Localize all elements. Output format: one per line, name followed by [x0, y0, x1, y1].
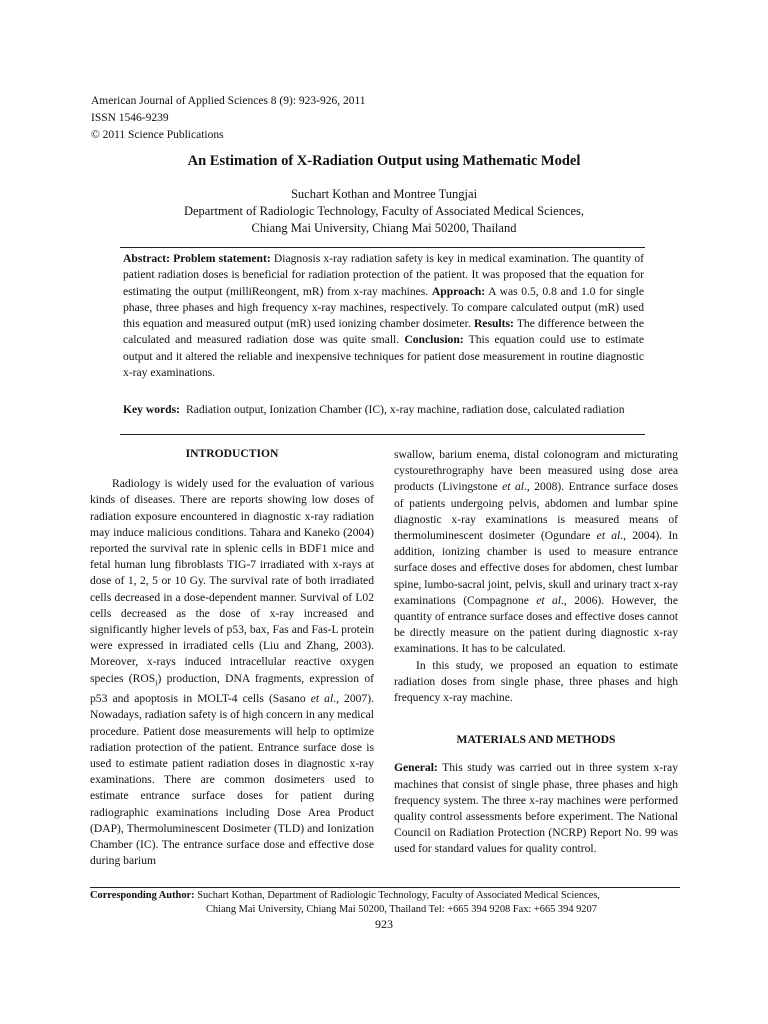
keywords-text: Radiation output, Ionization Chamber (IC), x-ray machine, radiation dose, calculated radiation: [186, 403, 625, 416]
journal-issn: ISSN 1546-9239: [91, 112, 169, 124]
methods-general-paragraph: [394, 760, 678, 857]
affiliation-line-1: Department of Radiologic Technology, Faculty of Associated Medical Sciences,: [183, 204, 585, 218]
affiliation-line-2: Chiang Mai University, Chiang Mai 50200, Thailand: [251, 221, 517, 235]
general-label: General:: [394, 761, 438, 775]
journal-citation: American Journal of Applied Sciences 8 (9): 923-926, 2011: [91, 95, 366, 107]
intro-text-b: ) production, DNA fragments, expression of p53 and apoptosis in MOLT-4 cells (Sasano: [90, 671, 374, 706]
keywords-bottom-rule: [120, 434, 645, 435]
approach-text: A was 0.5, 0.8 and 1.0 for single phase, three phases and high frequency x-ray machines, respectively. To compare calculated output (mR) used this equation and measured output (mR) used ionizing chamber dosimeter.: [123, 284, 645, 331]
intro-subscript: i: [155, 677, 158, 687]
author-names: Suchart Kothan and Montree Tungjai: [290, 187, 478, 201]
approach-label: Approach:: [431, 284, 486, 298]
right-column: [394, 447, 678, 858]
corresponding-author-label: Corresponding Author:: [90, 890, 195, 901]
results-label: Results:: [473, 317, 514, 331]
author-block: [0, 186, 768, 237]
intro-cont-d: ., 2006). However, the quantity of entrance surface doses and effective doses cannot be directly measure on the patient during diagnostic x-ray examinations. It has to be calculated.: [394, 593, 678, 656]
intro-text-a: Radiology is widely used for the evaluation of various kinds of diseases. There are reports showing low doses of radiation exposure encountered in diagnostic x-ray radiation may induce malicious conditions. Tahara and Kaneko (2004) reported the survival rate in splenic cells in BDF1 mice and fetal human lung fibroblasts TIG-7 irradiated with x-rays at dose of 1, 2, 5 or 10 Gy. The survival rate of both irradiated cells decreased in a dose-dependent manner. Survival of L02 cells decreased as the dose of x-ray increased and significantly higher levels of p53, bax, Fas and Fas-L protein were expressed in irradiated cells (Liu and Zhang, 2003). Moreover, x-rays induced intracellular reactive oxygen species (ROS: [90, 477, 374, 685]
journal-info: [91, 93, 366, 144]
intro-cont-etal-3: et al: [536, 593, 562, 607]
corresponding-author-text-1: Suchart Kothan, Department of Radiologic Technology, Faculty of Associated Medical Sciences,: [194, 890, 600, 901]
general-text: This study was carried out in three system x-ray machines that consist of single phase, three phases and high frequency system. The three x-ray machines were performed quality control assessments before experiment. The National Council on Radiation Protection (NCRP) Report No. 99 was used for standard values for quality control.: [394, 761, 678, 856]
problem-statement-text: Diagnosis x-ray radiation safety is key in medical examination. The quantity of patient radiation doses is beneficial for radiation protection of the patient. It was proposed that the equation for estimating the output (milliReongent, mR) from x-ray machines.: [123, 252, 644, 298]
intro-paragraph-2: In this study, we proposed an equation to estimate radiation doses from single phase, three phases and high frequency x-ray machine.: [394, 658, 678, 705]
intro-cont-etal-1: et al: [502, 480, 524, 494]
corresponding-author: [90, 889, 680, 916]
intro-continuation: [394, 447, 678, 658]
intro-cont-c: ., 2004). In addition, ionizing chamber is used to measure entrance surface doses and effective doses for abdomen, chest lumbar spine, lumbo-sacral joint, pelvis, skull and urinary tract x-ray examinations (Compagnone: [394, 529, 678, 607]
keywords: [123, 402, 644, 418]
corresponding-author-text-2: Chiang Mai University, Chiang Mai 50200, Thailand Tel: +665 394 9208 Fax: +665 394 9207: [206, 903, 597, 915]
intro-paragraph-1: [90, 476, 374, 869]
abstract: [123, 251, 644, 381]
footer-rule: [90, 887, 680, 888]
conclusion-label: Conclusion:: [404, 333, 464, 347]
intro-cont-etal-2: et al: [596, 529, 621, 543]
abstract-top-rule: [120, 247, 645, 248]
intro-text-c: ., 2007). Nowadays, radiation safety is of high concern in any medical procedure. Patient dose measurements will help to optimize radiation protection of the patient. Entrance surface dose is used to estimate patient radiation doses in diagnostic x-ray examinations. There are common dosimeters used to estimate entrance surface doses for patient during radiographic examinations including Dose Area Product (DAP), Thermoluminescent Dosimeter (TLD) and Ionization Chamber (IC). The entrance surface dose and effective dose during barium: [90, 692, 374, 868]
problem-statement-label: Problem statement:: [173, 252, 271, 265]
left-column: [90, 446, 374, 869]
paper-title: An Estimation of X-Radiation Output using Mathematic Model: [187, 153, 581, 169]
intro-cont-b: ., 2008). Entrance surface doses of patients undergoing pelvis, abdomen and lumbar spine diagnostic x-ray examinations is measured means of thermoluminescent dosimeter (Ogundare: [394, 480, 678, 543]
intro-cont-a: swallow, barium enema, distal colonogram and micturating cystourethrography have been measured using dose area products (Livingstone: [394, 448, 678, 494]
conclusion-text: This equation could use to estimate output and it altered the reliable and inexpensive techniques for patient dose measurement in routine diagnostic x-ray examinations.: [123, 333, 644, 380]
methods-heading: MATERIALS AND METHODS: [456, 733, 616, 747]
results-text: The difference between the calculated and measured radiation dose was quite small.: [123, 317, 644, 347]
journal-copyright: © 2011 Science Publications: [91, 129, 224, 141]
keywords-label: Key words:: [123, 403, 180, 416]
intro-etal: et al: [310, 692, 334, 706]
introduction-heading: INTRODUCTION: [185, 447, 279, 460]
page-number: 923: [375, 917, 393, 931]
abstract-label: Abstract:: [123, 252, 171, 265]
